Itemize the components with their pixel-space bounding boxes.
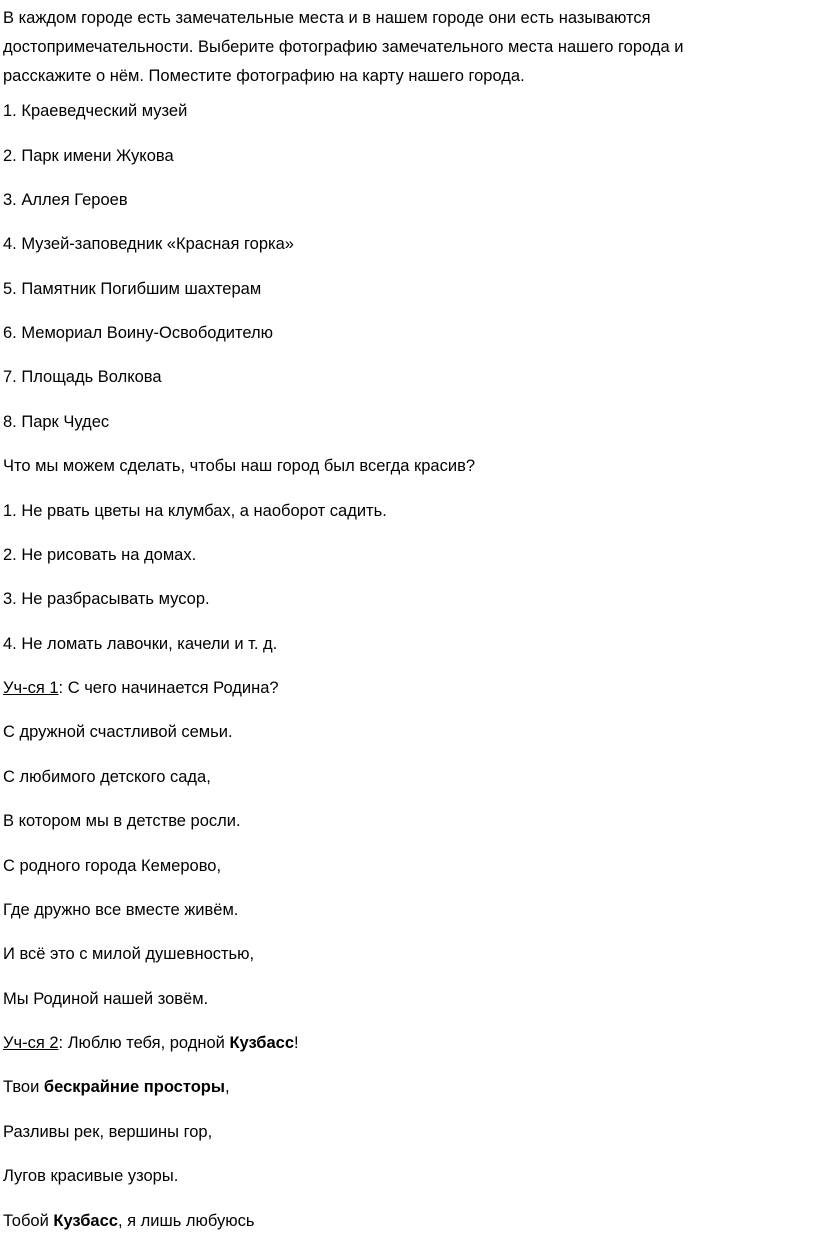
poem-line: Где дружно все вместе живём. bbox=[3, 901, 239, 919]
places-list-item: 4. Музей-заповедник «Красная горка» bbox=[3, 235, 294, 253]
places-list-item: 7. Площадь Волкова bbox=[3, 368, 162, 386]
intro-line: В каждом городе есть замечательные места и в нашем городе они есть называются bbox=[3, 9, 651, 27]
poem-text: : Люблю тебя, родной bbox=[58, 1034, 230, 1052]
poem-text: : С чего начинается Родина? bbox=[58, 679, 279, 697]
poem-line: Мы Родиной нашей зовём. bbox=[3, 990, 209, 1008]
poem2-first-line bbox=[3, 1032, 299, 1054]
poem-line: Лугов красивые узоры. bbox=[3, 1167, 179, 1185]
answer-list-item: 4. Не ломать лавочки, качели и т. д. bbox=[3, 635, 278, 653]
places-list-item: 5. Памятник Погибшим шахтерам bbox=[3, 280, 262, 298]
poem-text: Твои bbox=[3, 1078, 44, 1096]
poem-line: В котором мы в детстве росли. bbox=[3, 812, 241, 830]
intro-line: расскажите о нём. Поместите фотографию на карту нашего города. bbox=[3, 67, 525, 85]
poem-emphasis: бескрайние просторы bbox=[43, 1078, 225, 1096]
intro-paragraph bbox=[3, 4, 803, 91]
poem-text: ! bbox=[294, 1034, 299, 1052]
poem-text: , bbox=[224, 1078, 230, 1096]
poem-line: И всё это с милой душевностью, bbox=[3, 945, 255, 963]
answer-list-item: 2. Не рисовать на домах. bbox=[3, 546, 197, 564]
intro-line: достопримечательности. Выберите фотографию замечательного места нашего города и bbox=[3, 38, 684, 56]
poem1-first-line bbox=[3, 677, 279, 699]
poem-line bbox=[3, 1076, 230, 1098]
answer-list-item: 3. Не разбрасывать мусор. bbox=[3, 590, 210, 608]
poem-line: С родного города Кемерово, bbox=[3, 857, 222, 875]
places-list-item: 8. Парк Чудес bbox=[3, 413, 110, 431]
places-list-item: 1. Краеведческий музей bbox=[3, 102, 188, 120]
poem-emphasis: Кузбасс bbox=[229, 1034, 295, 1052]
answer-list-item: 1. Не рвать цветы на клумбах, а наоборот садить. bbox=[3, 502, 387, 520]
poem-line: Разливы рек, вершины гор, bbox=[3, 1123, 213, 1141]
places-list-item: 2. Парк имени Жукова bbox=[3, 147, 174, 165]
poem-line: С любимого детского сада, bbox=[3, 768, 211, 786]
speaker-label: Уч-ся 2 bbox=[3, 1034, 59, 1052]
question-heading: Что мы можем сделать, чтобы наш город был всегда красив? bbox=[3, 457, 476, 475]
poem-emphasis: Кузбасс bbox=[53, 1212, 118, 1230]
places-list-item: 6. Мемориал Воину-Освободителю bbox=[3, 324, 273, 342]
speaker-label: Уч-ся 1 bbox=[3, 679, 59, 697]
poem-text: Тобой bbox=[3, 1212, 54, 1230]
poem-line bbox=[3, 1210, 254, 1232]
poem-text: , я лишь любуюсь bbox=[117, 1212, 255, 1230]
places-list-item: 3. Аллея Героев bbox=[3, 191, 128, 209]
poem-line: С дружной счастливой семьи. bbox=[3, 723, 233, 741]
